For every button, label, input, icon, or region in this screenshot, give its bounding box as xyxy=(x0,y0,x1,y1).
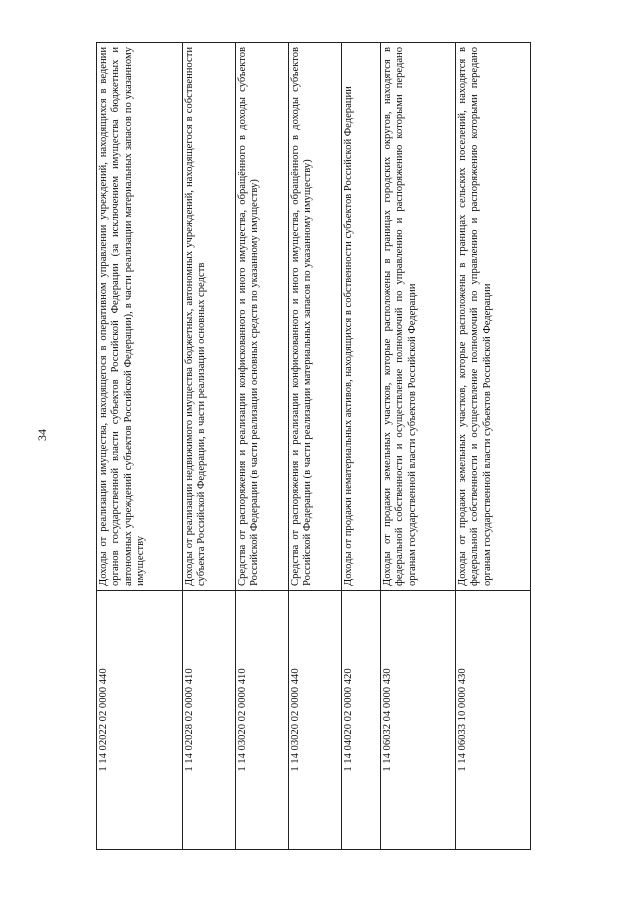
revenue-description: Доходы от продажи земельных участков, которые расположены в границах городских округов, находятся в федеральной собственности и осуществление полномочий по управлению и распоряжению которыми передано органам государственной власти субъектов Российской Федерации xyxy=(381,43,456,591)
revenue-description: Доходы от продажи земельных участков, которые расположены в границах сельских поселений, находятся в федеральной собственности и осуществление полномочий по управлению и распоряжению которыми передано органам государственной власти субъектов Российской Федерации xyxy=(456,43,531,591)
revenue-code: 1 14 02028 02 0000 410 xyxy=(183,591,236,850)
revenue-codes-table xyxy=(96,42,530,850)
revenue-description: Средства от распоряжения и реализации конфискованного и иного имущества, обращённого в доходы субъектов Российской Федерации (в части реализации материальных запасов по указанному имуществу) xyxy=(289,43,342,591)
page-number: 34 xyxy=(35,429,49,441)
revenue-description: Доходы от реализации недвижимого имущества бюджетных, автономных учреждений, находящегося в собственности субъекта Российской Федерации, в части реализации основных средств xyxy=(183,43,236,591)
revenue-code: 1 14 06032 04 0000 430 xyxy=(381,591,456,850)
table-row xyxy=(456,43,531,850)
table-row xyxy=(97,43,183,850)
table-row xyxy=(183,43,236,850)
table-row xyxy=(289,43,342,850)
revenue-code: 1 14 06033 10 0000 430 xyxy=(456,591,531,850)
revenue-code: 1 14 04020 02 0000 420 xyxy=(342,591,381,850)
revenue-description: Доходы от продажи нематериальных активов, находящихся в собственности субъектов Российской Федерации xyxy=(342,43,381,591)
table-row xyxy=(381,43,456,850)
revenue-code: 1 14 03020 02 0000 440 xyxy=(289,591,342,850)
revenue-description: Средства от распоряжения и реализации конфискованного и иного имущества, обращённого в доходы субъектов Российской Федерации (в части реализации основных средств по указанному имуществу) xyxy=(236,43,289,591)
revenue-code: 1 14 02022 02 0000 440 xyxy=(97,591,183,850)
table-row xyxy=(236,43,289,850)
revenue-code: 1 14 03020 02 0000 410 xyxy=(236,591,289,850)
table-row xyxy=(342,43,381,850)
revenue-description: Доходы от реализации имущества, находящегося в оперативном управлении учреждений, находящихся в ведении органов государственной власти субъектов Российской Федерации (за исключением имущества бюджетных и автономных учреждений субъектов Российской Федерации), в части реализации материальных запасов по указанному имуществу xyxy=(97,43,183,591)
revenue-table xyxy=(96,42,531,850)
